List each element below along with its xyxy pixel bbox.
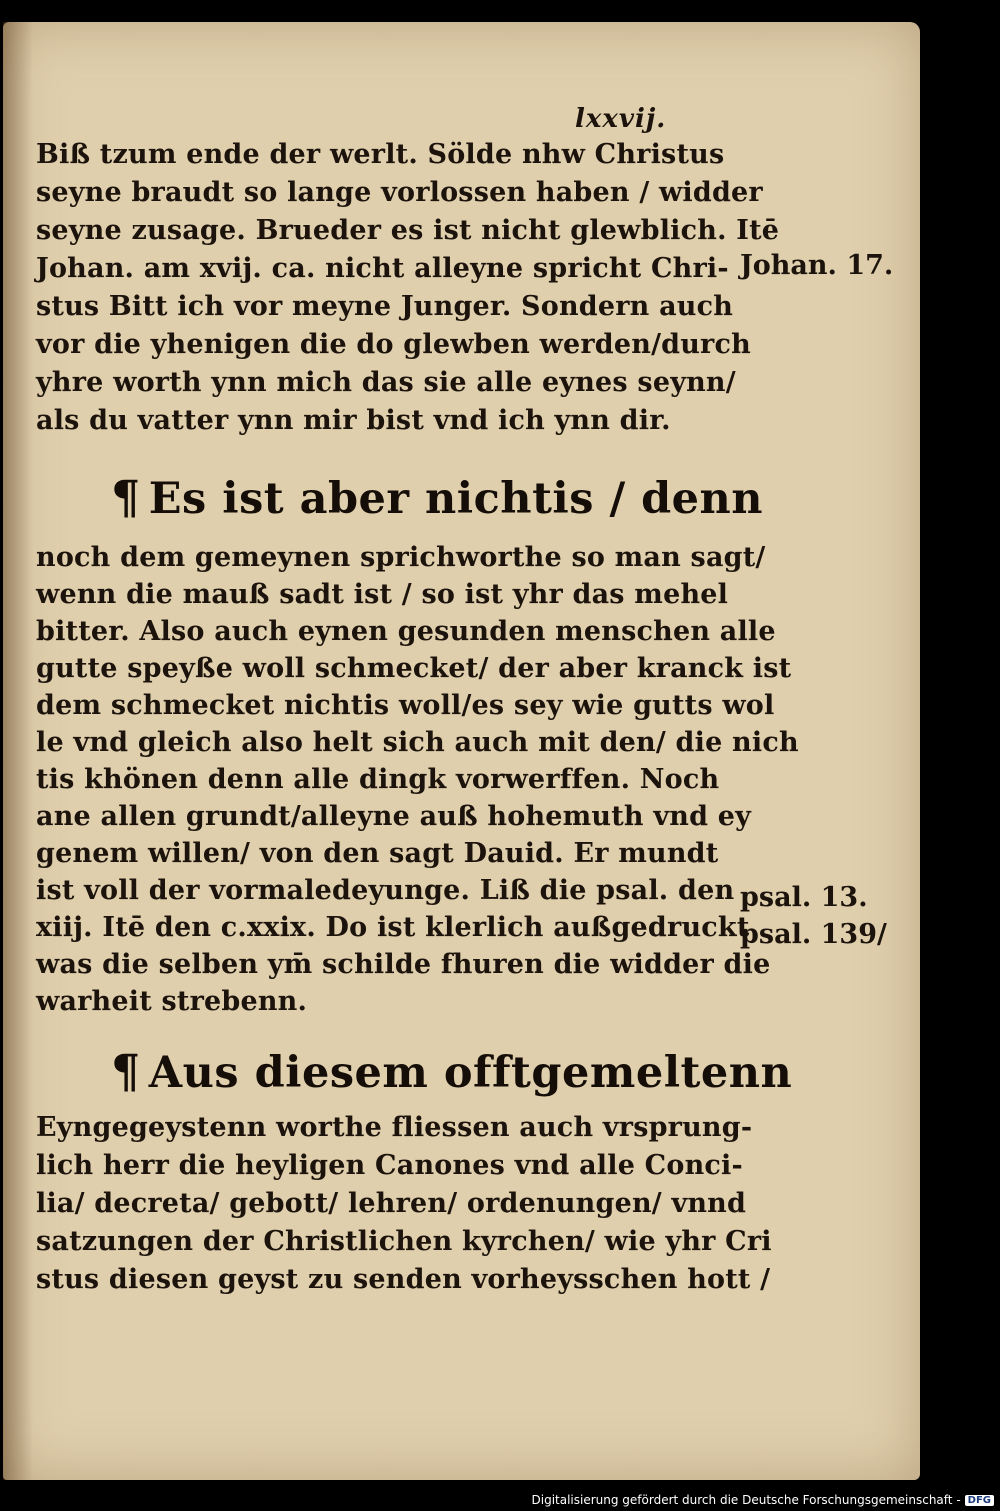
section-heading: ¶ Es ist aber nichtis / denn <box>111 470 764 524</box>
credit-text: Digitalisierung gefördert durch die Deutsche Forschungsgemeinschaft - <box>531 1493 961 1507</box>
marginal-note: Johan. 17. <box>740 250 894 281</box>
dfg-logo: DFG <box>965 1495 994 1506</box>
text-line: Eyngegeystenn worthe fliessen auch vrsprung- <box>36 1112 753 1143</box>
text-line: wenn die mauß sadt ist / so ist yhr das mehel <box>36 579 729 610</box>
book-page <box>3 22 920 1480</box>
pilcrow-icon: ¶ <box>111 1044 141 1098</box>
text-line: tis khönen denn alle dingk vorwerffen. Noch <box>36 764 720 795</box>
text-line: genem willen/ von den sagt Dauid. Er mundt <box>36 838 719 869</box>
text-line: lia/ decreta/ gebott/ lehren/ ordenungen/ vnnd <box>36 1188 747 1219</box>
text-line: Johan. am xvij. ca. nicht alleyne spricht Chri- <box>36 253 729 284</box>
text-line: seyne braudt so lange vorlossen haben / widder <box>36 177 763 208</box>
folio-number: lxxvij. <box>575 104 667 134</box>
text-line: lich herr die heyligen Canones vnd alle Conci- <box>36 1150 743 1181</box>
marginal-note: psal. 139/ <box>740 919 887 950</box>
marginal-note: psal. 13. <box>740 882 868 913</box>
pilcrow-icon: ¶ <box>111 470 141 524</box>
text-line: le vnd gleich also helt sich auch mit den/ die nich <box>36 727 799 758</box>
text-line: was die selben ym̄ schilde fhuren die widder die <box>36 949 771 980</box>
text-line: bitter. Also auch eynen gesunden menschen alle <box>36 616 776 647</box>
digitization-credit <box>532 1493 995 1507</box>
text-line: noch dem gemeynen sprichworthe so man sagt/ <box>36 542 766 573</box>
text-line: vor die yhenigen die do glewben werden/durch <box>36 329 751 360</box>
text-line: seyne zusage. Brueder es ist nicht glewblich. Itē <box>36 215 780 246</box>
text-line: ist voll der vormaledeyunge. Liß die psal. den <box>36 875 735 906</box>
text-line: gutte speyße woll schmecket/ der aber kranck ist <box>36 653 792 684</box>
text-line: stus diesen geyst zu senden vorheysschen hott / <box>36 1264 771 1295</box>
text-line: ane allen grundt/alleyne auß hohemuth vnd ey <box>36 801 752 832</box>
text-line: warheit strebenn. <box>36 986 308 1017</box>
text-line: xiij. Itē den c.xxix. Do ist klerlich außgedruckt <box>36 912 750 943</box>
text-line: als du vatter ynn mir bist vnd ich ynn dir. <box>36 405 671 436</box>
text-line: Biß tzum ende der werlt. Sölde nhw Christus <box>36 139 725 170</box>
text-line: satzungen der Christlichen kyrchen/ wie yhr Cri <box>36 1226 772 1257</box>
section-heading: ¶ Aus diesem offtgemeltenn <box>111 1044 793 1098</box>
text-line: stus Bitt ich vor meyne Junger. Sondern auch <box>36 291 734 322</box>
text-line: yhre worth ynn mich das sie alle eynes seynn/ <box>36 367 736 398</box>
text-line: dem schmecket nichtis woll/es sey wie gutts wol <box>36 690 775 721</box>
